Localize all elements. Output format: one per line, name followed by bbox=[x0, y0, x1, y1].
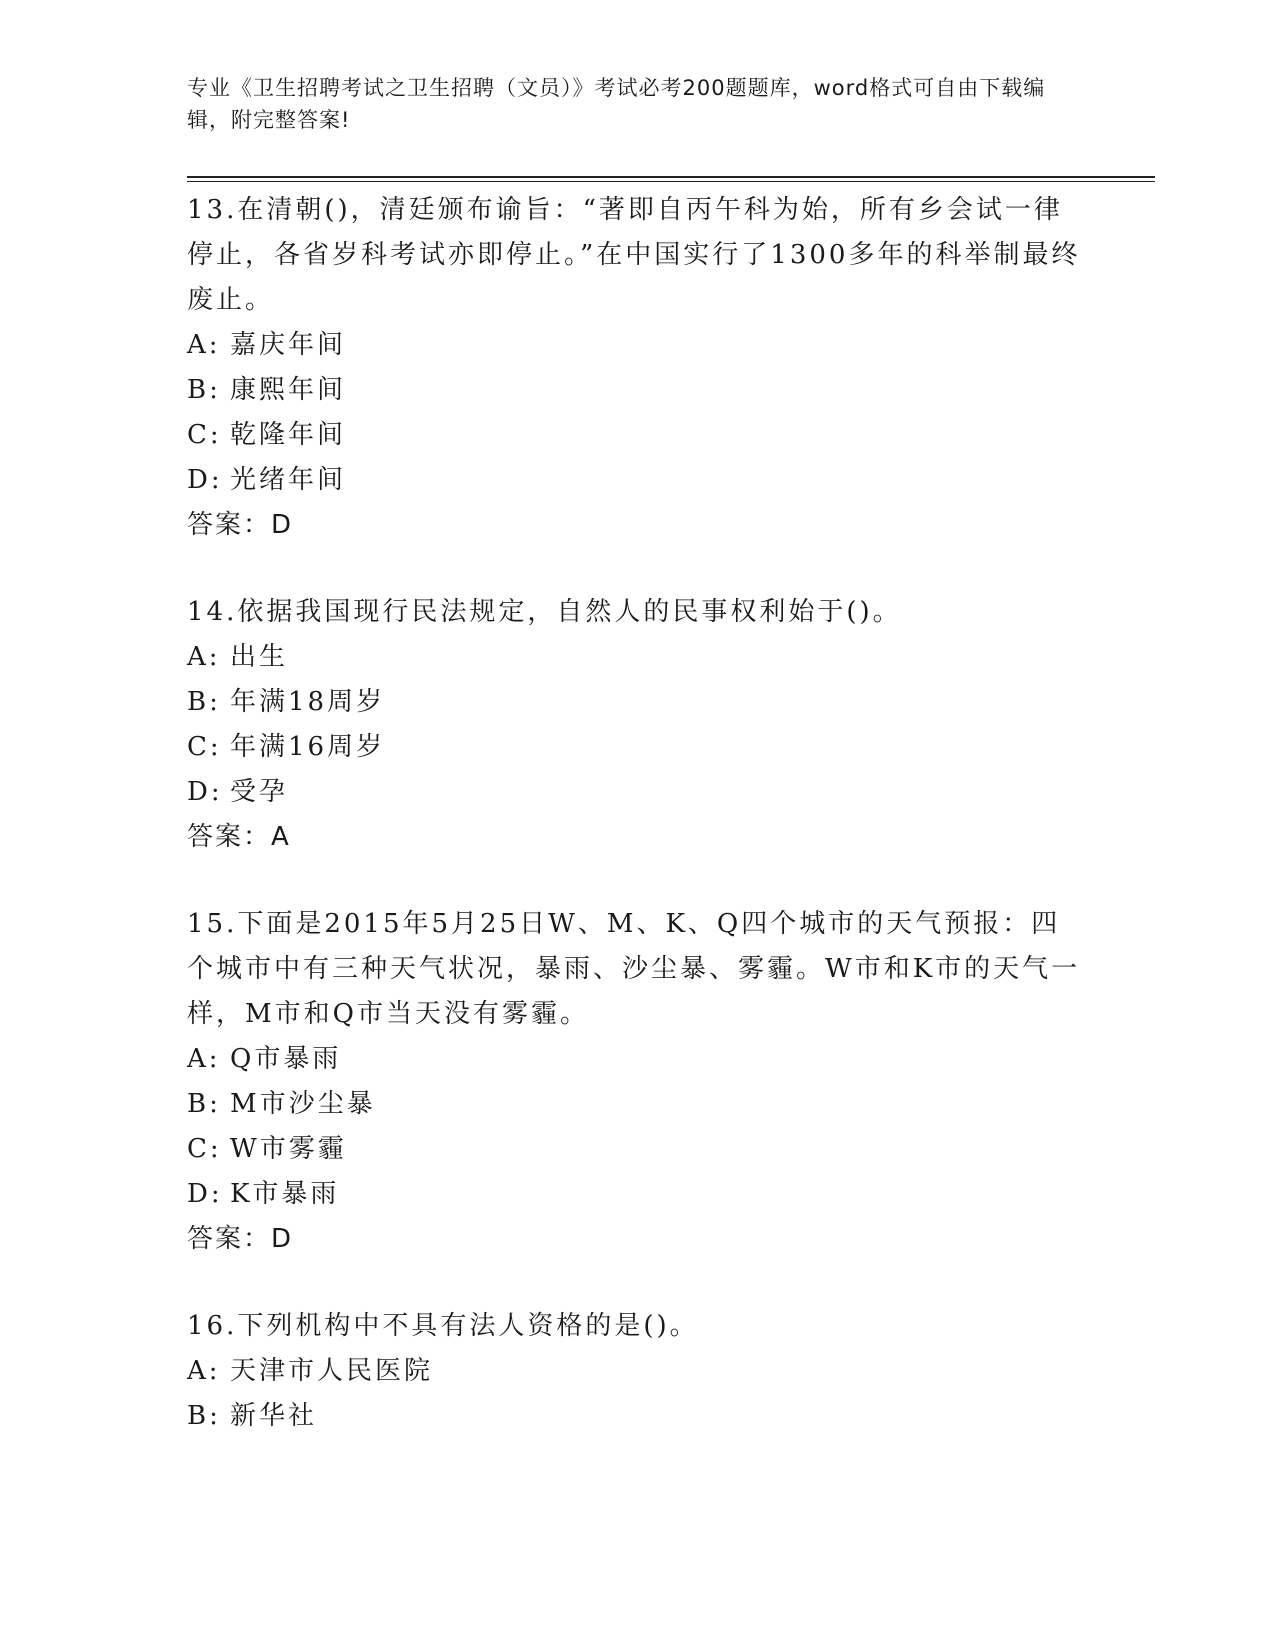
answer-line bbox=[187, 503, 1087, 548]
option-text: 新华社 bbox=[230, 1401, 318, 1431]
option-d bbox=[187, 458, 1087, 503]
answer-line bbox=[187, 815, 1087, 860]
option-letter: A: bbox=[187, 330, 221, 360]
option-letter: D: bbox=[187, 777, 223, 807]
question-13 bbox=[187, 188, 1087, 548]
question-16 bbox=[187, 1304, 1087, 1439]
answer-label: 答案： bbox=[187, 510, 272, 540]
option-letter: A: bbox=[187, 642, 221, 672]
option-text: 光绪年间 bbox=[230, 465, 347, 495]
question-stem: 16.下列机构中不具有法人资格的是()。 bbox=[187, 1311, 699, 1341]
option-b bbox=[187, 1082, 1087, 1127]
option-letter: B: bbox=[187, 1089, 221, 1119]
option-text: W市雾霾 bbox=[230, 1134, 347, 1164]
answer-line bbox=[187, 1217, 1087, 1262]
question-stem: 15.下面是2015年5月25日W、M、K、Q四个城市的天气预报：四个城市中有三种天气状况，暴雨、沙尘暴、雾霾。W市和K市的天气一样，M市和Q市当天没有雾霾。 bbox=[187, 909, 1081, 1029]
option-text: 年满18周岁 bbox=[230, 687, 386, 717]
option-letter: A: bbox=[187, 1356, 221, 1386]
option-text: K市暴雨 bbox=[230, 1179, 340, 1209]
option-letter: D: bbox=[187, 465, 223, 495]
answer-value: A bbox=[271, 822, 291, 852]
answer-label: 答案： bbox=[187, 822, 272, 852]
header-divider bbox=[187, 176, 1155, 182]
option-letter: B: bbox=[187, 1401, 221, 1431]
document-header: 专业《卫生招聘考试之卫生招聘（文员）》考试必考200题题库，word格式可自由下载编辑，附完整答案! bbox=[187, 76, 1046, 132]
option-letter: C: bbox=[187, 420, 222, 450]
option-letter: C: bbox=[187, 732, 222, 762]
option-letter: B: bbox=[187, 687, 221, 717]
option-text: 受孕 bbox=[230, 777, 289, 807]
option-letter: A: bbox=[187, 1044, 221, 1074]
option-letter: B: bbox=[187, 375, 221, 405]
option-b bbox=[187, 1394, 1087, 1439]
option-a bbox=[187, 323, 1087, 368]
question-stem: 13.在清朝()，清廷颁布谕旨：“著即自丙午科为始，所有乡会试一律停止，各省岁科考试亦即停止。”在中国实行了1300多年的科举制最终废止。 bbox=[187, 195, 1081, 315]
option-text: 天津市人民医院 bbox=[230, 1356, 434, 1386]
option-text: M市沙尘暴 bbox=[230, 1089, 376, 1119]
option-c bbox=[187, 725, 1087, 770]
question-15 bbox=[187, 902, 1087, 1262]
option-text: 乾隆年间 bbox=[230, 420, 347, 450]
option-text: 嘉庆年间 bbox=[230, 330, 347, 360]
question-list bbox=[187, 188, 1087, 1481]
option-a bbox=[187, 1037, 1087, 1082]
option-text: 康熙年间 bbox=[230, 375, 347, 405]
option-a bbox=[187, 1349, 1087, 1394]
option-a bbox=[187, 635, 1087, 680]
option-text: 年满16周岁 bbox=[230, 732, 386, 762]
question-stem: 14.依据我国现行民法规定，自然人的民事权利始于()。 bbox=[187, 597, 902, 627]
option-c bbox=[187, 1127, 1087, 1172]
option-letter: D: bbox=[187, 1179, 223, 1209]
option-letter: C: bbox=[187, 1134, 222, 1164]
option-c bbox=[187, 413, 1087, 458]
answer-label: 答案： bbox=[187, 1224, 272, 1254]
option-text: 出生 bbox=[230, 642, 289, 672]
answer-value: D bbox=[271, 1224, 294, 1254]
option-d bbox=[187, 770, 1087, 815]
option-d bbox=[187, 1172, 1087, 1217]
option-b bbox=[187, 680, 1087, 725]
answer-value: D bbox=[271, 510, 294, 540]
option-text: Q市暴雨 bbox=[230, 1044, 342, 1074]
question-14 bbox=[187, 590, 1087, 860]
option-b bbox=[187, 368, 1087, 413]
